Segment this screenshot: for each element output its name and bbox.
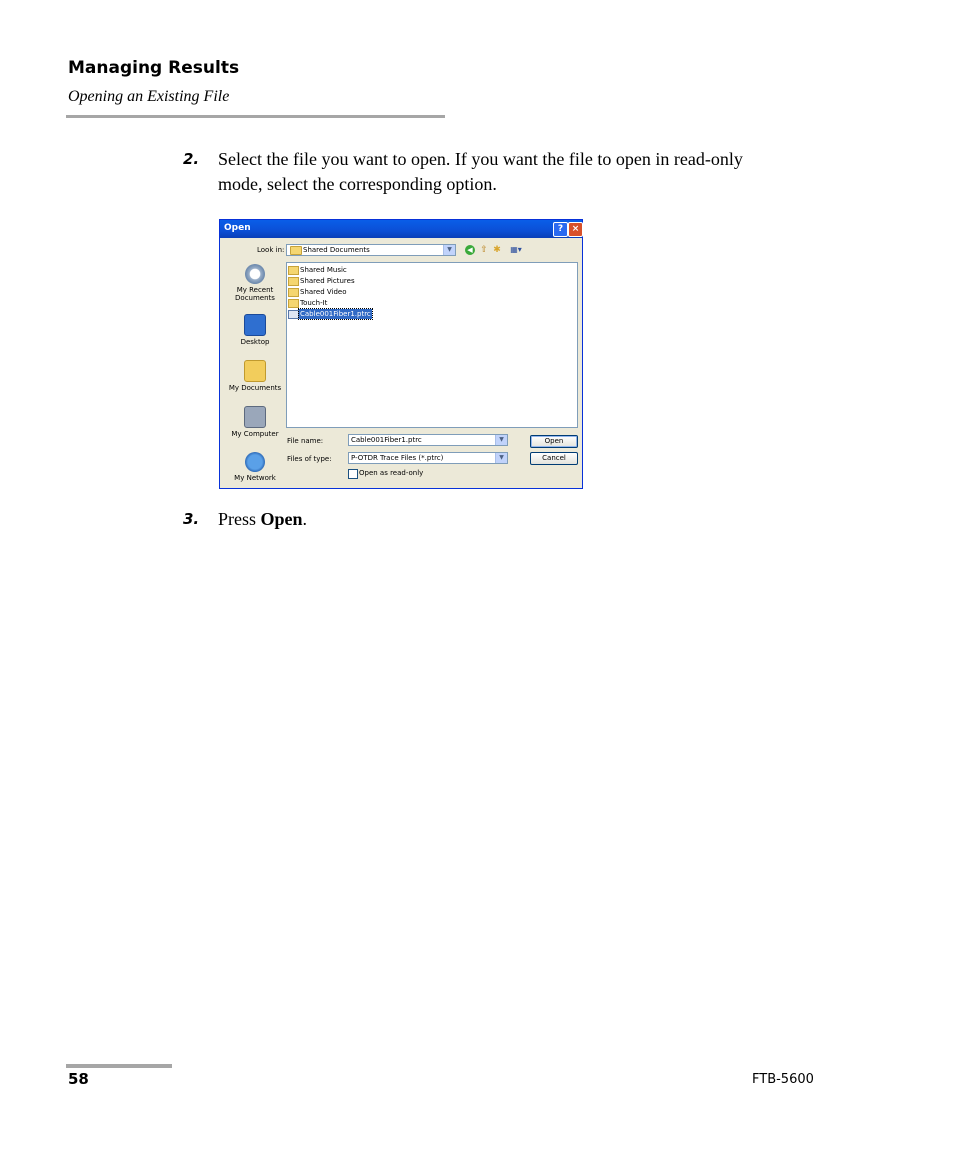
product-name: FTB-5600 <box>752 1072 814 1087</box>
folder-icon <box>288 266 299 275</box>
recent-documents-icon <box>245 264 265 284</box>
chevron-down-icon[interactable]: ▼ <box>495 435 507 445</box>
place-my-recent-documents[interactable] <box>226 264 284 302</box>
place-label: My Recent Documents <box>235 286 275 302</box>
back-icon[interactable]: ◀ <box>465 245 475 255</box>
section-subtitle: Opening an Existing File <box>68 88 230 105</box>
close-button[interactable]: × <box>568 222 583 237</box>
section-title: Managing Results <box>68 58 240 78</box>
open-dialog <box>219 219 583 489</box>
chevron-down-icon[interactable]: ▼ <box>495 453 507 463</box>
step-text-bold: Open <box>260 509 303 529</box>
step-text-prefix: Press <box>218 509 261 529</box>
look-in-dropdown[interactable] <box>286 244 456 256</box>
place-desktop[interactable] <box>226 314 284 346</box>
file-name-label: File name: <box>287 437 324 445</box>
dialog-title: Open <box>224 223 251 233</box>
footer-rule <box>66 1064 172 1068</box>
step-text: Select the file you want to open. If you want the file to open in read-only mode, select the corresponding option. <box>218 149 743 194</box>
folder-icon <box>288 288 299 297</box>
place-label: My Computer <box>231 430 279 438</box>
page-number: 58 <box>68 1070 89 1088</box>
file-type-value: P-OTDR Trace Files (*.ptrc) <box>351 454 444 462</box>
step-text <box>218 507 778 532</box>
place-label: My Network <box>234 474 276 482</box>
look-in-value: Shared Documents <box>303 246 370 254</box>
views-menu-icon[interactable]: ▦▾ <box>510 245 522 254</box>
step-text-suffix: . <box>302 509 308 529</box>
header-rule <box>66 115 445 118</box>
file-type-dropdown[interactable] <box>348 452 508 464</box>
step-number: 3. <box>183 510 200 528</box>
file-name: Shared Video <box>300 288 347 296</box>
place-my-network[interactable] <box>226 452 284 482</box>
desktop-icon <box>244 314 266 336</box>
file-type-label: Files of type: <box>287 455 332 463</box>
file-name: Shared Pictures <box>300 277 355 285</box>
my-computer-icon <box>244 406 266 428</box>
dialog-title-bar[interactable] <box>220 220 582 238</box>
chevron-down-icon[interactable]: ▼ <box>443 245 455 255</box>
file-name-field[interactable] <box>348 434 508 446</box>
file-name: Cable001Fiber1.ptrc <box>300 310 371 318</box>
file-name: Touch-It <box>300 299 328 307</box>
my-network-icon <box>245 452 265 472</box>
my-documents-icon <box>244 360 266 382</box>
step-number: 2. <box>183 150 200 168</box>
read-only-label[interactable]: Open as read-only <box>359 469 424 477</box>
places-bar <box>226 262 284 486</box>
cancel-button[interactable]: Cancel <box>530 452 578 465</box>
read-only-checkbox[interactable] <box>348 469 358 479</box>
file-list[interactable] <box>286 262 578 428</box>
place-label: My Documents <box>228 384 282 392</box>
up-folder-icon[interactable]: ⇧ <box>480 245 488 255</box>
file-name: Shared Music <box>300 266 347 274</box>
new-folder-icon[interactable]: ✱ <box>493 245 501 255</box>
place-label: Desktop <box>240 338 270 346</box>
folder-icon <box>288 299 299 308</box>
help-button[interactable]: ? <box>553 222 568 237</box>
look-in-label: Look in: <box>257 246 285 254</box>
place-my-documents[interactable] <box>226 360 284 392</box>
folder-icon <box>288 277 299 286</box>
file-name-value: Cable001Fiber1.ptrc <box>351 436 422 444</box>
open-button[interactable]: Open <box>530 435 578 448</box>
place-my-computer[interactable] <box>226 406 284 438</box>
folder-icon <box>290 246 302 255</box>
trace-file-icon <box>288 310 299 319</box>
